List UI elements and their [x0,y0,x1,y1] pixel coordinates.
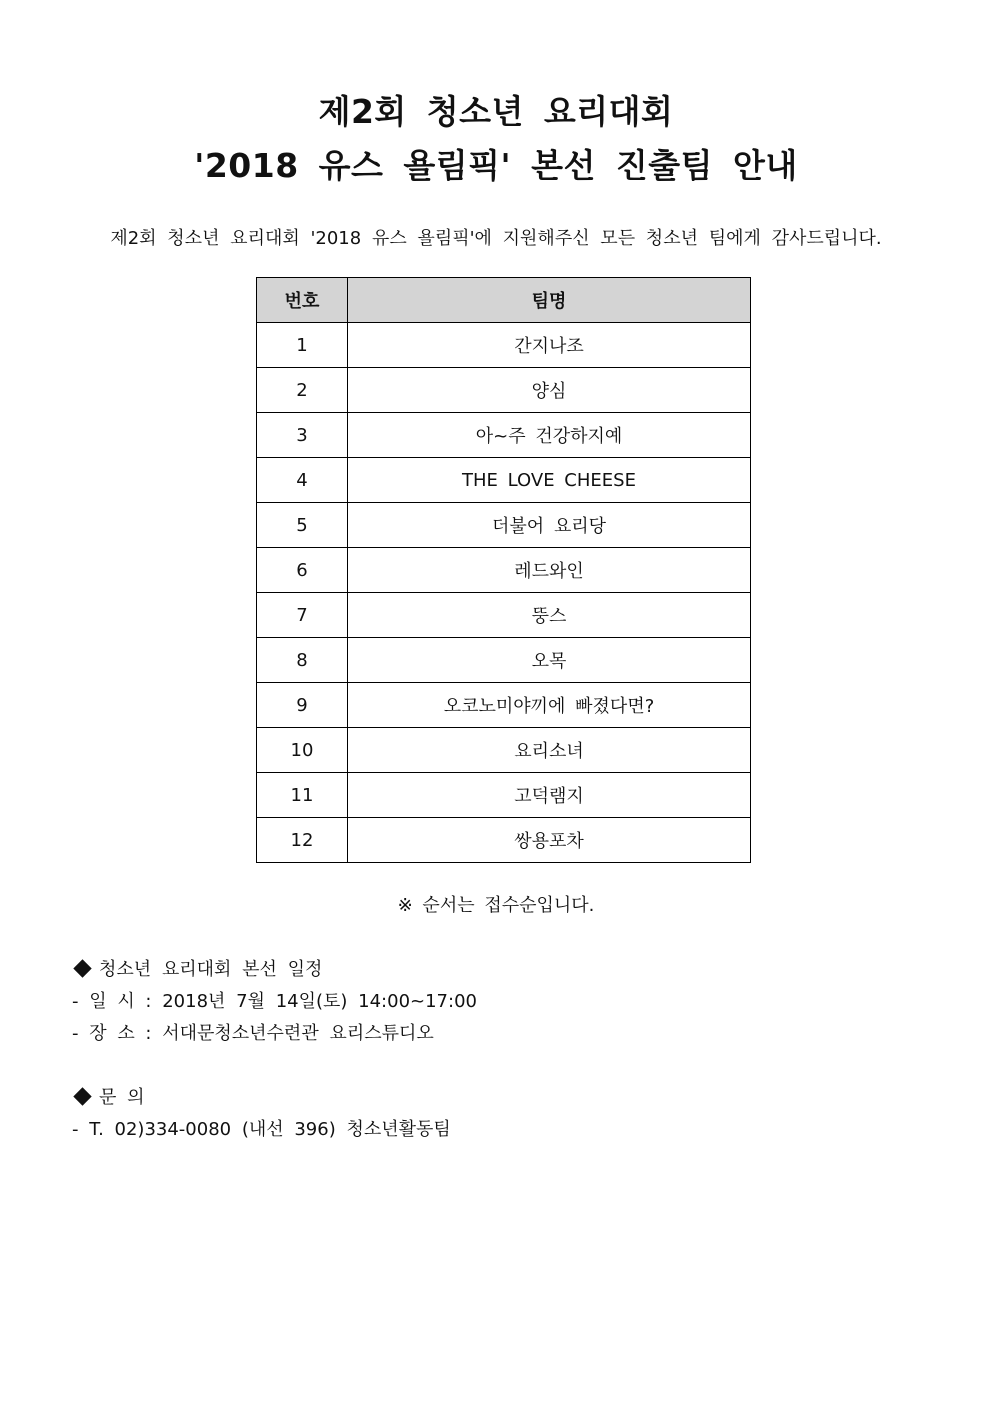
table-header-row [257,278,751,323]
table-row [257,413,751,458]
diamond-bullet-icon [73,1087,91,1105]
table-row [257,323,751,368]
row-team-name: THE LOVE CHEESE [348,458,751,503]
row-number: 3 [257,413,348,458]
row-number: 11 [257,773,348,818]
table-row [257,458,751,503]
header-team-name: 팀명 [348,278,751,323]
row-team-name: 요리소녀 [348,728,751,773]
row-team-name: 양심 [348,368,751,413]
contact-phone: - T. 02)334-0080 (내선 396) 청소년활동팀 [72,1119,451,1140]
row-team-name: 고덕램지 [348,773,751,818]
table-row [257,683,751,728]
row-team-name: 레드와인 [348,548,751,593]
contact-section [72,1082,451,1146]
table-row [257,773,751,818]
row-number: 4 [257,458,348,503]
schedule-place: - 장 소 : 서대문청소년수련관 요리스튜디오 [72,1023,434,1044]
schedule-heading [72,954,477,986]
row-number: 2 [257,368,348,413]
row-team-name: 뚱스 [348,593,751,638]
row-team-name: 오목 [348,638,751,683]
row-number: 10 [257,728,348,773]
table-row [257,503,751,548]
row-number: 9 [257,683,348,728]
page-title-line1: 제2회 청소년 요리대회 [318,92,674,131]
teams-table [256,277,751,863]
table-row [257,368,751,413]
row-number: 8 [257,638,348,683]
table-row [257,818,751,863]
row-number: 5 [257,503,348,548]
row-team-name: 아~주 건강하지예 [348,413,751,458]
row-team-name: 간지나조 [348,323,751,368]
row-team-name: 더불어 요리당 [348,503,751,548]
page-title-line2: '2018 유스 욜림픽' 본선 진출팀 안내 [194,146,798,185]
schedule-heading-text: 청소년 요리대회 본선 일정 [99,959,323,980]
order-note: ※ 순서는 접수순입니다. [397,895,595,916]
table-row [257,638,751,683]
row-number: 7 [257,593,348,638]
intro-text: 제2회 청소년 요리대회 '2018 유스 욜림픽'에 지원해주신 모든 청소년 팀에게 감사드립니다. [110,228,882,249]
contact-heading [72,1082,451,1114]
schedule-date: - 일 시 : 2018년 7월 14일(토) 14:00~17:00 [72,991,477,1012]
row-team-name: 쌍용포차 [348,818,751,863]
table-row [257,728,751,773]
row-number: 6 [257,548,348,593]
table-row [257,548,751,593]
contact-heading-text: 문 의 [99,1087,145,1108]
header-number: 번호 [257,278,348,323]
row-team-name: 오코노미야끼에 빠졌다면? [348,683,751,728]
row-number: 12 [257,818,348,863]
table-row [257,593,751,638]
row-number: 1 [257,323,348,368]
schedule-section [72,954,477,1050]
diamond-bullet-icon [73,959,91,977]
